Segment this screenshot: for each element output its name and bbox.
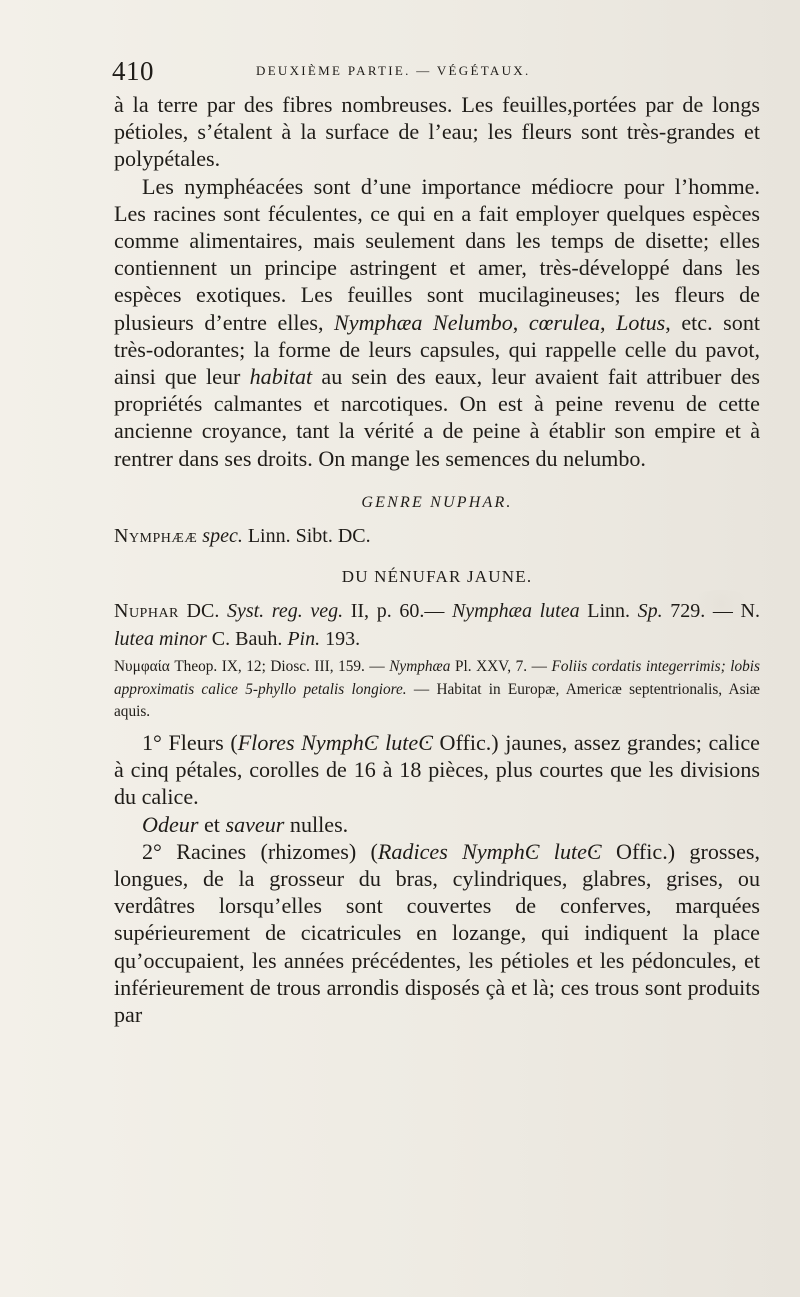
reference-text: 729. — N.: [662, 599, 760, 622]
reference-text: 193.: [320, 627, 361, 650]
reference-text: II, p. 60.—: [343, 599, 452, 622]
paragraph-text: au sein des eaux, leur avaient fait attribuer des propriétés calmantes et narcotiques. On est à peine revenu de cette ancienne croyance, tant la vérité a de peine à établir son empire et à rentrer dans ses droits. On mange les semences du nelumbo.: [114, 364, 760, 471]
genus-name: Nuphar: [114, 599, 179, 622]
page-number: 410: [112, 56, 154, 86]
reference-abbrev: Pin.: [287, 627, 321, 650]
genus-name: Nymphæa: [389, 657, 451, 675]
reference-text: Pl. XXV, 7. —: [450, 657, 552, 675]
genus-synonyms: [114, 522, 760, 550]
paragraph-text: Les nymphéacées sont d’une importance médiocre pour l’homme. Les racines sont féculentes, ce qui en a fait employer quelques espèces comme alimentaires, mais seulement dans les temps de disette; elles contiennent un principe astringent et amer, très-développé dans les espèces exotiques. Les feuilles sont mucilagineuses; les fleurs de plusieurs d’entre elles,: [114, 173, 760, 335]
reference-abbrev: Sp.: [637, 599, 663, 622]
synonym-genus: Nymphææ: [114, 524, 198, 547]
reference-text: C. Bauh.: [206, 627, 288, 650]
latin-drug-name: Radices NymphϾ luteϾ: [377, 838, 602, 864]
synonym-spec: spec.: [202, 524, 243, 547]
paragraph-text: , etc. sont très-odorantes; la forme de leurs capsules, qui rappelle celle du pavot, ainsi que leur: [114, 309, 760, 390]
running-head: DEUXIÈME PARTIE. — VÉGÉTAUX.: [256, 63, 531, 78]
species-references-secondary: [114, 656, 760, 724]
description-text: et: [198, 811, 226, 837]
description-text: 2° Racines (rhizomes) (: [142, 838, 378, 864]
description-flowers: [114, 729, 760, 811]
description-roots: [114, 838, 760, 1028]
page-content: [114, 91, 760, 1028]
taxon-name: Lotus: [616, 309, 666, 335]
reference-text: — Habitat in Europæ, Americæ septentrionalis, Asiæ aquis.: [114, 680, 760, 721]
description-text: nulles.: [284, 811, 349, 837]
paragraph-text: ,: [512, 309, 529, 335]
reference-text: Linn.: [579, 599, 638, 622]
description-odor-taste: [114, 811, 760, 838]
taxon-name: cœrulea: [528, 309, 601, 335]
paragraph-text: ,: [600, 309, 617, 335]
taxon-name: Nymphæa Nelumbo: [334, 309, 513, 335]
odor-label: Odeur: [142, 811, 199, 837]
taste-label: saveur: [225, 811, 285, 837]
latin-term: habitat: [249, 364, 313, 390]
species-title: DU NÉNUFAR JAUNE.: [341, 566, 533, 586]
paragraph-intro: à la terre par des fibres nombreuses. Les feuilles,portées par de longs pétioles, s’étalent à la surface de l’eau; les fleurs sont très-grandes et polypétales.: [114, 92, 760, 172]
synonym-authorities: Linn. Sibt. DC.: [242, 524, 371, 547]
page-header: [112, 54, 758, 88]
species-name: lutea minor: [114, 627, 207, 650]
latin-drug-name: Flores NymphϾ luteϾ: [237, 729, 433, 755]
latin-diagnosis: Foliis cordatis integerrimis; lobis approximatis calice 5-phyllo petalis longiore.: [114, 657, 760, 698]
reference-text: Νυμφαία Theop. IX, 12; Diosc. III, 159. —: [114, 657, 390, 675]
description-text: Offic.) jaunes, assez grandes; calice à cinq pétales, corolles de 16 à 18 pièces, plus courtes que les divisions du calice.: [114, 729, 760, 810]
description-text: 1° Fleurs (: [142, 729, 238, 755]
paragraph-nymphaeaceae-importance: [114, 173, 760, 472]
reference-title: Syst. reg. veg.: [226, 599, 344, 622]
species-name: Nymphæa lutea: [451, 599, 580, 622]
description-text: Offic.) grosses, longues, de la grosseur du bras, cylindriques, glabres, grises, ou verdâtres lorsqu’elles sont couvertes de conferves, marquées supérieurement de cicatricules en lozange, qui indiquent la place qu’occupaient, les années précédentes, les pétioles et les pédoncules, et inférieurement de trous arrondis disposés çà et là; ces trous sont produits par: [114, 838, 761, 1027]
genus-title: GENRE NUPHAR.: [361, 493, 513, 511]
reference-text: DC.: [178, 599, 227, 622]
species-references-main: [114, 597, 760, 653]
